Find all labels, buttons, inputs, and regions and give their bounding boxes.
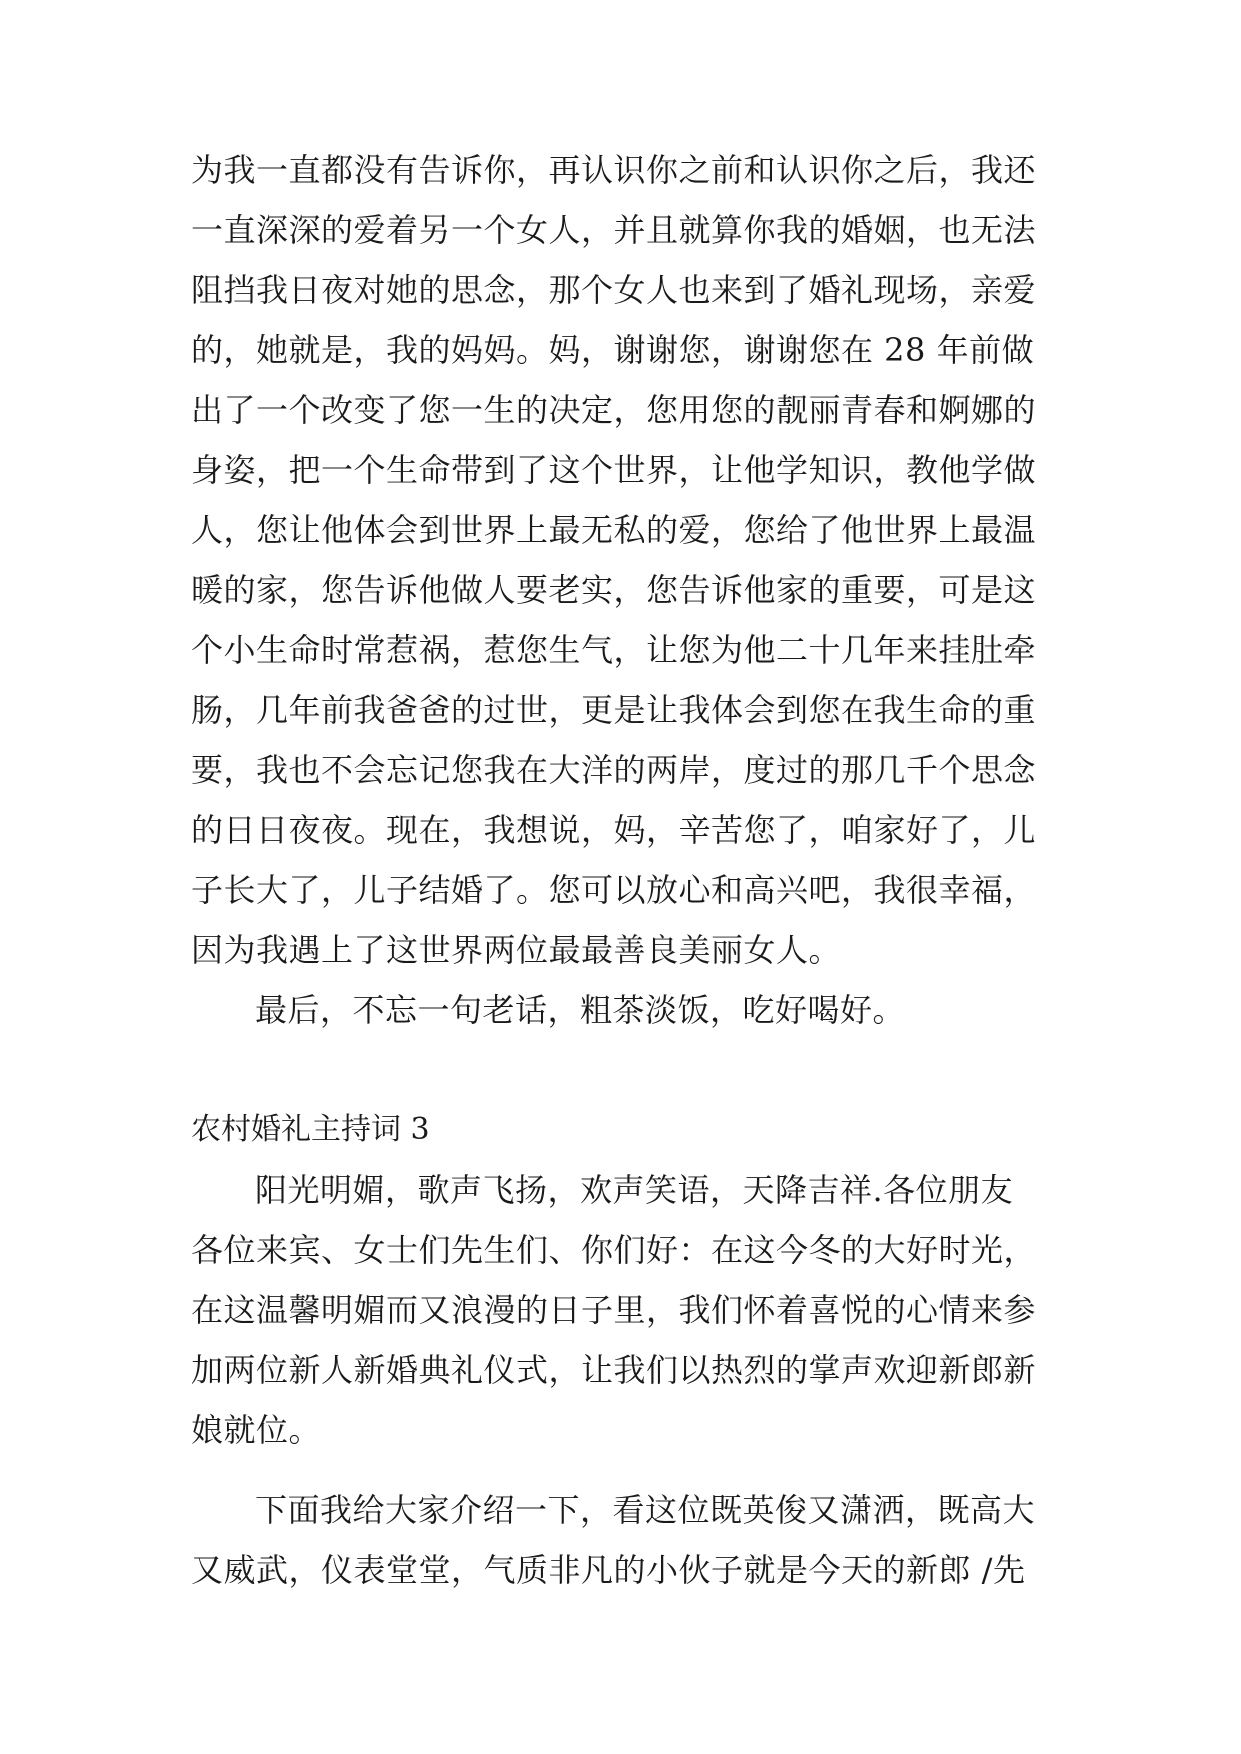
paragraph-line: 阳光明媚，歌声飞扬，欢声笑语，天降吉祥.各位朋友	[255, 1171, 1014, 1209]
paragraph-line: 身姿，把一个生命带到了这个世界，让他学知识，教他学做	[191, 451, 1037, 489]
paragraph-line: 个小生命时常惹祸，惹您生气，让您为他二十几年来挂肚牵	[191, 631, 1037, 669]
paragraph-line: 一直深深的爱着另一个女人，并且就算你我的婚姻，也无法	[191, 211, 1037, 249]
paragraph-line: 在这温馨明媚而又浪漫的日子里，我们怀着喜悦的心情来参	[191, 1291, 1037, 1329]
paragraph-line: 为我一直都没有告诉你，再认识你之前和认识你之后，我还	[191, 151, 1037, 189]
paragraph-line: 加两位新人新婚典礼仪式，让我们以热烈的掌声欢迎新郎新	[191, 1351, 1037, 1389]
paragraph-line: 人，您让他体会到世界上最无私的爱，您给了他世界上最温	[191, 511, 1037, 549]
paragraph-line: 阻挡我日夜对她的思念，那个女人也来到了婚礼现场，亲爱	[191, 271, 1037, 309]
section-title: 农村婚礼主持词 3	[191, 1112, 430, 1147]
paragraph-line: 的日日夜夜。现在，我想说，妈，辛苦您了，咱家好了，儿	[191, 811, 1037, 849]
paragraph-line: 又威武，仪表堂堂，气质非凡的小伙子就是今天的新郎 /先	[191, 1551, 1026, 1589]
paragraph-line: 因为我遇上了这世界两位最最善良美丽女人。	[191, 931, 842, 969]
paragraph-line: 肠，几年前我爸爸的过世，更是让我体会到您在我生命的重	[191, 691, 1037, 729]
paragraph-line: 子长大了，儿子结婚了。您可以放心和高兴吧，我很幸福，	[191, 871, 1037, 909]
paragraph-line: 的，她就是，我的妈妈。妈，谢谢您，谢谢您在 28 年前做	[191, 331, 1035, 369]
paragraph-line: 下面我给大家介绍一下，看这位既英俊又潇洒，既高大	[255, 1491, 1036, 1529]
paragraph-line: 各位来宾、女士们先生们、你们好：在这今冬的大好时光，	[191, 1231, 1037, 1269]
paragraph-line: 要，我也不会忘记您我在大洋的两岸，度过的那几千个思念	[191, 751, 1037, 789]
paragraph-line: 出了一个改变了您一生的决定，您用您的靓丽青春和婀娜的	[191, 391, 1037, 429]
paragraph-line: 娘就位。	[191, 1411, 322, 1449]
paragraph-line: 暖的家，您告诉他做人要老实，您告诉他家的重要，可是这	[191, 571, 1037, 609]
paragraph-line: 最后，不忘一句老话，粗茶淡饭，吃好喝好。	[255, 991, 906, 1029]
